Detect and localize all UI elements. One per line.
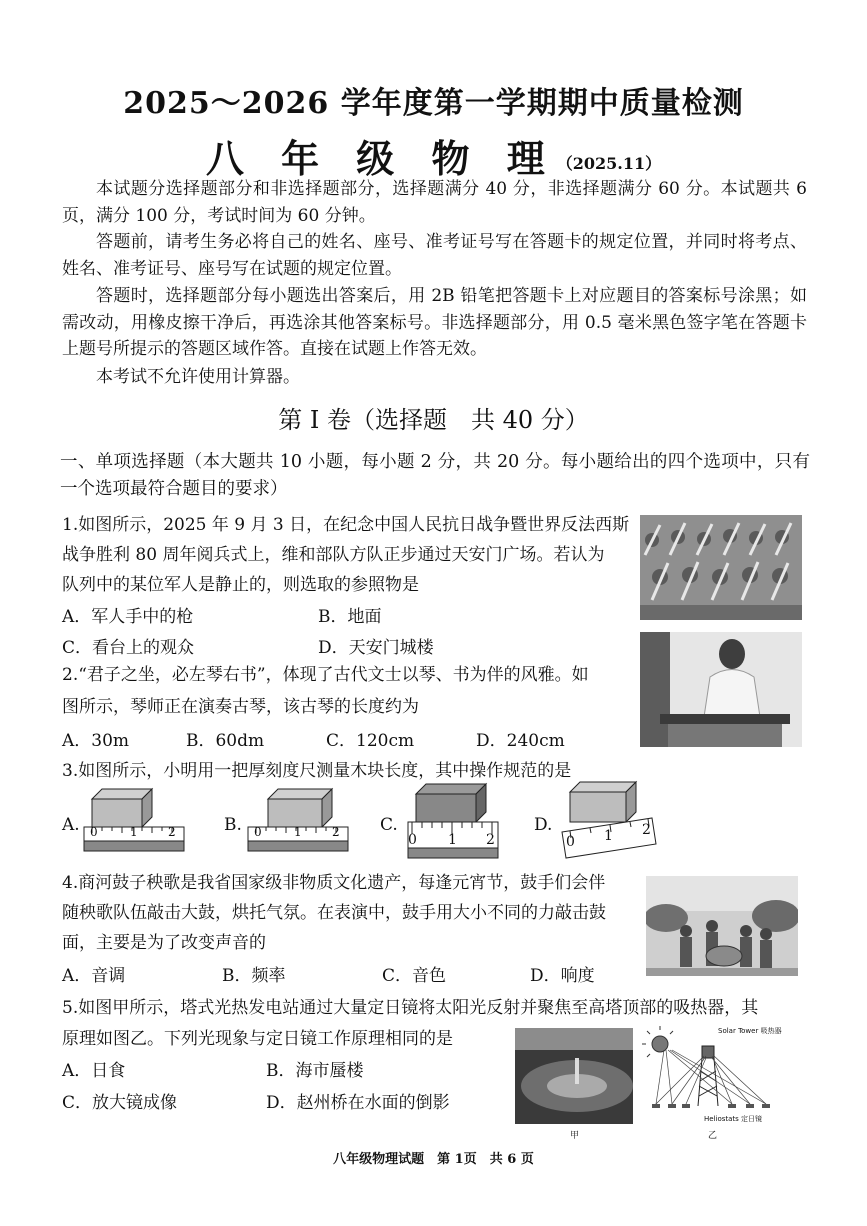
figure-jia-label: 甲 xyxy=(570,1131,580,1141)
ruler-figure-d xyxy=(560,778,670,862)
question-1-option-c[interactable]: C．看台上的观众 xyxy=(62,638,195,658)
subject-title xyxy=(0,128,867,183)
solar-plant-photo-graphic xyxy=(515,1028,633,1124)
question-5-line-2: 原理如图乙。下列光现象与定日镜工作原理相同的是 xyxy=(62,1029,453,1049)
question-2-option-a[interactable]: A．30m xyxy=(62,731,130,751)
guqin-photo xyxy=(640,632,802,747)
question-5-option-d[interactable]: D．赵州桥在水面的倒影 xyxy=(266,1093,450,1113)
question-5-option-b[interactable]: B．海市蜃楼 xyxy=(266,1061,364,1081)
subject-name: 八 年 级 物 理 xyxy=(205,136,557,181)
question-4-line-3: 面，主要是为了改变声音的 xyxy=(62,933,266,953)
page-footer: 八年级物理试题 第 1页 共 6 页 xyxy=(333,1152,534,1167)
question-1-line-2: 战争胜利 80 周年阅兵式上，维和部队方队正步通过天安门广场。若认为 xyxy=(62,545,605,565)
question-3-figure-b xyxy=(246,785,356,864)
figure-yi-label: 乙 xyxy=(708,1131,718,1141)
ruler-c-tick-2: 2 xyxy=(486,832,495,848)
question-2-line-2: 图所示，琴师正在演奏古琴，该古琴的长度约为 xyxy=(62,697,419,717)
ruler-d-tick-0: 0 xyxy=(566,834,575,850)
exam-title: 2025～2026 学年度第一学期期中质量检测 xyxy=(123,86,744,121)
ruler-b-tick-0: 0 xyxy=(254,825,262,839)
ruler-a-tick-0: 0 xyxy=(90,825,98,839)
question-3-figure-c xyxy=(406,780,516,866)
ruler-b-tick-1: 1 xyxy=(294,825,302,839)
question-4-option-a[interactable]: A．音调 xyxy=(62,966,126,986)
parade-photo xyxy=(640,515,802,620)
ruler-c-tick-0: 0 xyxy=(408,832,417,848)
question-1-option-d[interactable]: D．天安门城楼 xyxy=(318,638,434,658)
drum-photo-graphic xyxy=(646,876,798,976)
drum-photo xyxy=(646,876,798,976)
heliostat-label: Heliostats 定日镜 xyxy=(704,1115,763,1123)
instruction-1: 本试题分选择题部分和非选择题部分，选择题满分 40 分，非选择题满分 60 分。本试题共 6 页，满分 100 分，考试时间为 60 分钟。 xyxy=(62,179,807,226)
question-1-option-b[interactable]: B．地面 xyxy=(318,607,382,627)
question-1-line-3: 队列中的某位军人是静止的，则选取的参照物是 xyxy=(62,575,419,595)
question-3-option-b[interactable]: B. xyxy=(224,815,242,835)
question-4-option-c[interactable]: C．音色 xyxy=(382,966,447,986)
part-one-header: 一、单项选择题（本大题共 10 小题，每小题 2 分，共 20 分。每小题给出的四个选项中，只有一个选项最符合题目的要求） xyxy=(60,452,810,499)
question-4-line-2: 随秧歌队伍敲击大鼓，烘托气氛。在表演中，鼓手用大小不同的力敲击鼓 xyxy=(62,903,606,923)
question-4-option-b[interactable]: B．频率 xyxy=(222,966,286,986)
question-5-option-c[interactable]: C．放大镜成像 xyxy=(62,1093,178,1113)
solar-plant-photo xyxy=(515,1028,633,1124)
ruler-a-tick-1: 1 xyxy=(130,825,138,839)
ruler-figure-c xyxy=(406,780,516,862)
ruler-c-tick-1: 1 xyxy=(448,832,457,848)
question-2-line-1: 2.“君子之坐，必左琴右书”，体现了古代文士以琴、书为伴的风雅。如 xyxy=(62,665,589,685)
exam-date: （2025.11） xyxy=(556,154,662,173)
question-2-option-c[interactable]: C．120cm xyxy=(326,731,415,751)
question-4-line-1: 4.商河鼓子秧歌是我省国家级非物质文化遗产，每逢元宵节，鼓手们会伴 xyxy=(62,873,606,893)
question-3-stem: 3.如图所示，小明用一把厚刻度尺测量木块长度，其中操作规范的是 xyxy=(62,761,572,781)
question-3-figure-d xyxy=(560,778,670,866)
instruction-3: 答题时，选择题部分每小题选出答案后，用 2B 铅笔把答题卡上对应题目的答案标号涂黑；如需改动，用橡皮擦干净后，再选涂其他答案标号。非选择题部分，用 0.5 毫米黑色签字笔在答题卡上题号所提示的答题区域作答。直接在试题上作答无效。 xyxy=(62,286,807,359)
question-3-option-a[interactable]: A. xyxy=(62,815,80,835)
question-5-option-a[interactable]: A．日食 xyxy=(62,1061,126,1081)
ruler-d-tick-2: 2 xyxy=(642,822,651,838)
instruction-4: 本考试不允许使用计算器。 xyxy=(96,367,300,387)
ruler-a-tick-2: 2 xyxy=(168,825,176,839)
ruler-d-tick-1: 1 xyxy=(604,828,613,844)
solar-tower-diagram xyxy=(642,1026,792,1126)
question-2-option-b[interactable]: B．60dm xyxy=(186,731,265,751)
instruction-2: 答题前，请考生务必将自己的姓名、座号、准考证号写在答题卡的规定位置，并同时将考点、姓名、准考证号、座号写在试题的规定位置。 xyxy=(62,232,807,279)
parade-photo-graphic xyxy=(640,515,802,620)
tower-label: Solar Tower 吸热器 xyxy=(718,1027,782,1035)
question-1-line-1: 1.如图所示，2025 年 9 月 3 日，在纪念中国人民抗日战争暨世界反法西斯 xyxy=(62,515,630,535)
question-3-option-d[interactable]: D. xyxy=(534,815,553,835)
question-3-option-c[interactable]: C. xyxy=(380,815,398,835)
ruler-b-tick-2: 2 xyxy=(332,825,340,839)
question-5-line-1: 5.如图甲所示，塔式光热发电站通过大量定日镜将太阳光反射并聚焦至高塔顶部的吸热器，其 xyxy=(62,998,759,1018)
question-3-figure-a xyxy=(82,785,192,864)
solar-tower-diagram-graphic xyxy=(642,1026,792,1126)
ruler-figure-a xyxy=(82,785,192,860)
ruler-figure-b xyxy=(246,785,356,860)
guqin-photo-graphic xyxy=(640,632,802,747)
question-2-option-d[interactable]: D．240cm xyxy=(476,731,565,751)
question-4-option-d[interactable]: D．响度 xyxy=(530,966,595,986)
section-title: 第 I 卷（选择题 共 40 分） xyxy=(278,406,589,434)
question-1-option-a[interactable]: A．军人手中的枪 xyxy=(62,607,194,627)
